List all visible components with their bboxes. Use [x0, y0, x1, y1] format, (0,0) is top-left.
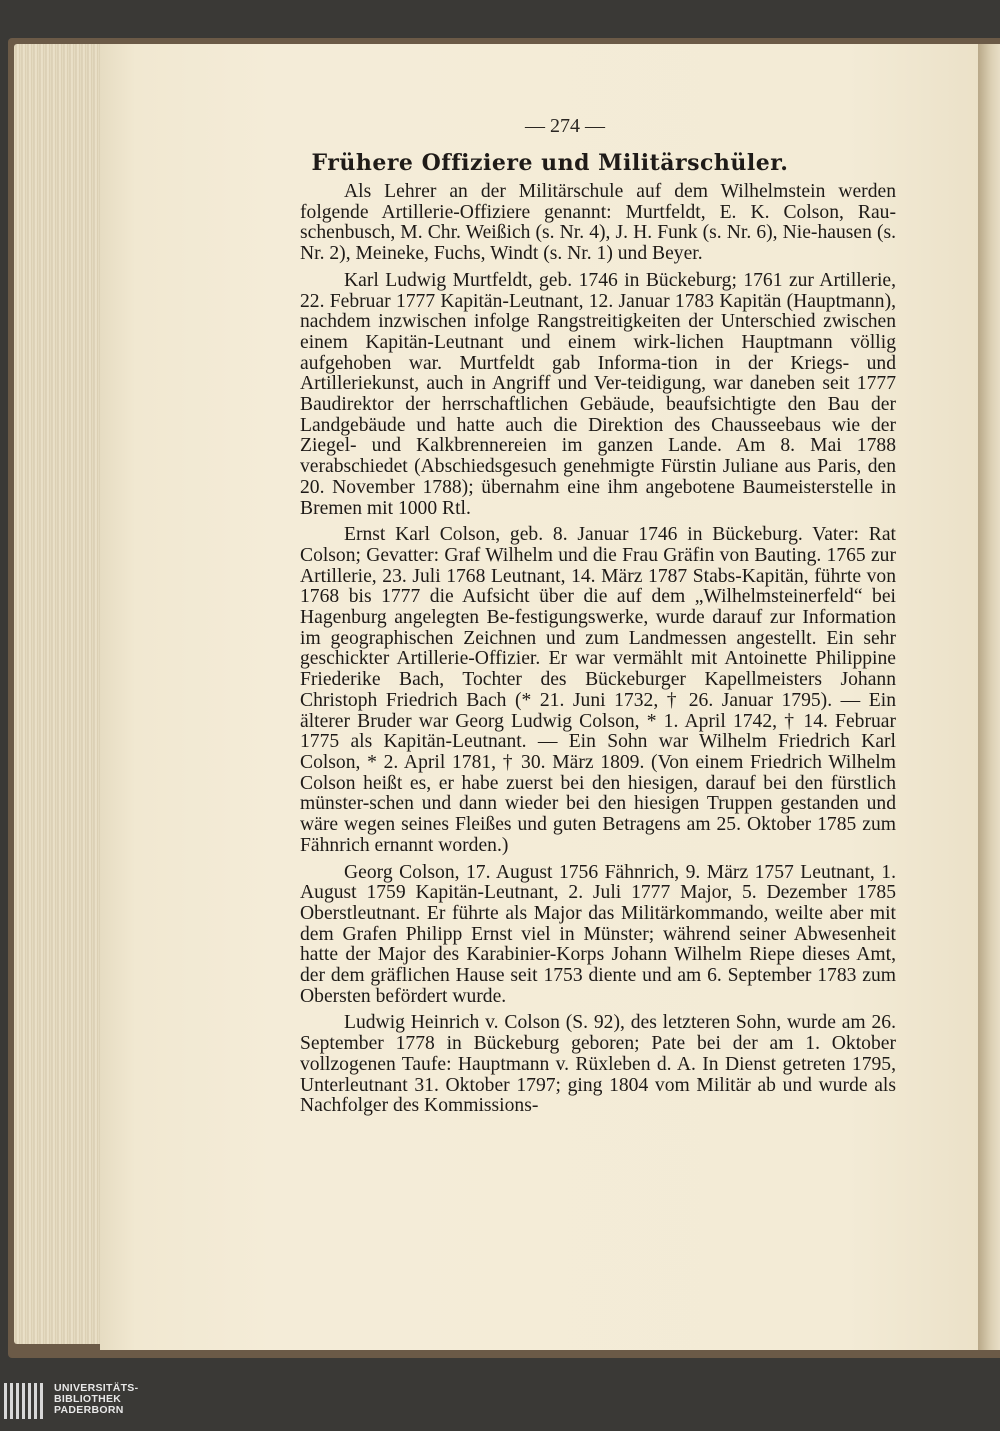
- logo-line: BIBLIOTHEK: [54, 1393, 122, 1405]
- library-logo: [4, 1381, 204, 1421]
- library-logo-icon: [4, 1383, 44, 1419]
- page-number: — 274 —: [525, 115, 605, 137]
- paragraph: Georg Colson, 17. August 1756 Fähnrich, 9. März 1757 Leutnant, 1. August 1759 Kapitän-Leutnant, 2. Juli 1777 Major, 5. Dezember 1785 Oberstleutnant. Er führte als Major das Militärkommando, weilte aber mit dem Grafen Philipp Ernst viel in Münster; während seiner Abwesenheit hatte der Major des Karabinier-Korps Johann Wilhelm Riepe dieses Amt, der dem gräflichen Hause seit 1753 diente und am 6. September 1783 zum Obersten befördert wurde.: [300, 861, 896, 1007]
- logo-line: UNIVERSITÄTS-: [54, 1382, 139, 1394]
- paragraph: Karl Ludwig Murtfeldt, geb. 1746 in Bückeburg; 1761 zur Artillerie, 22. Februar 1777 Kapitän-Leutnant, 12. Januar 1783 Kapitän (Hauptmann), nachdem inzwischen infolge Rangstreitigkeiten der Unterschied zwischen einem Kapitän-Leutnant und einem wirk-lichen Hauptmann völlig aufgehoben war. Murtfeldt gab Informa-tion in der Kriegs- und Artilleriekunst, auch in Angriff und Ver-teidigung, war daneben seit 1777 Baudirektor der herrschaftlichen Gebäude, beaufsichtigte den Bau der Landgebäude und hatte auch die Direktion des Chausseebaus wie der Ziegel- und Kalkbrennereien im ganzen Lande. Am 8. Mai 1788 verabschiedet (Abschiedsgesuch genehmigte Fürstin Juliane aus Paris, den 20. November 1788); übernahm eine ihm angebotene Baumeisterstelle in Bremen mit 1000 Rtl.: [300, 269, 896, 519]
- paragraph: Ernst Karl Colson, geb. 8. Januar 1746 in Bückeburg. Vater: Rat Colson; Gevatter: Graf Wilhelm und die Frau Gräfin von Bauting. 1765 zur Artillerie, 23. Juli 1768 Leutnant, 14. März 1787 Stabs-Kapitän, führte von 1768 bis 1777 die Aufsicht über die auf dem „Wilhelmsteinerfeld“ bei Hagenburg angelegten Be-festigungswerke, wurde darauf zur Information im geographischen Zeichnen und zum Landmessen angestellt. Ein sehr geschickter Artillerie-Offizier. Er war vermählt mit Antoinette Philippine Friederike Bach, Tochter des Bückeburger Kapellmeisters Johann Christoph Friedrich Bach (* 21. Juni 1732, † 26. Januar 1795). — Ein älterer Bruder war Georg Ludwig Colson, * 1. April 1742, † 14. Februar 1775 als Kapitän-Leutnant. — Ein Sohn war Wilhelm Friedrich Karl Colson, * 2. April 1781, † 30. März 1809. (Von einem Friedrich Wilhelm Colson heißt es, er habe zuerst bei den hiesigen, darauf bei den fürstlich münster-schen und dann wieder bei den hiesigen Truppen gestanden und wäre wegen seines Fleißes und guten Betragens am 25. Oktober 1785 zum Fähnrich ernannt worden.): [300, 524, 896, 856]
- paragraph: Als Lehrer an der Militärschule auf dem Wilhelmstein werden folgende Artillerie-Offiziere genannt: Murtfeldt, E. K. Colson, Rau-schenbusch, M. Chr. Weißich (s. Nr. 4), J. H. Funk (s. Nr. 6), Nie-hausen (s. Nr. 2), Meineke, Fuchs, Windt (s. Nr. 1) und Beyer.: [300, 181, 896, 265]
- paragraph: Ludwig Heinrich v. Colson (S. 92), des letzteren Sohn, wurde am 26. September 1778 in Bückeburg geboren; Pate bei der am 1. Oktober vollzogenen Taufe: Hauptmann v. Rüxleben d. A. In Dienst getreten 1795, Unterleutnant 31. Oktober 1797; ging 1804 vom Militär ab und wurde als Nachfolger des Kommissions-: [300, 1012, 896, 1117]
- page-edges: [14, 44, 106, 1344]
- book-gutter: [978, 44, 1000, 1350]
- section-heading: Frühere Offiziere und Militärschüler.: [311, 150, 789, 176]
- body-text: [300, 182, 896, 1123]
- logo-line: PADERBORN: [54, 1404, 124, 1416]
